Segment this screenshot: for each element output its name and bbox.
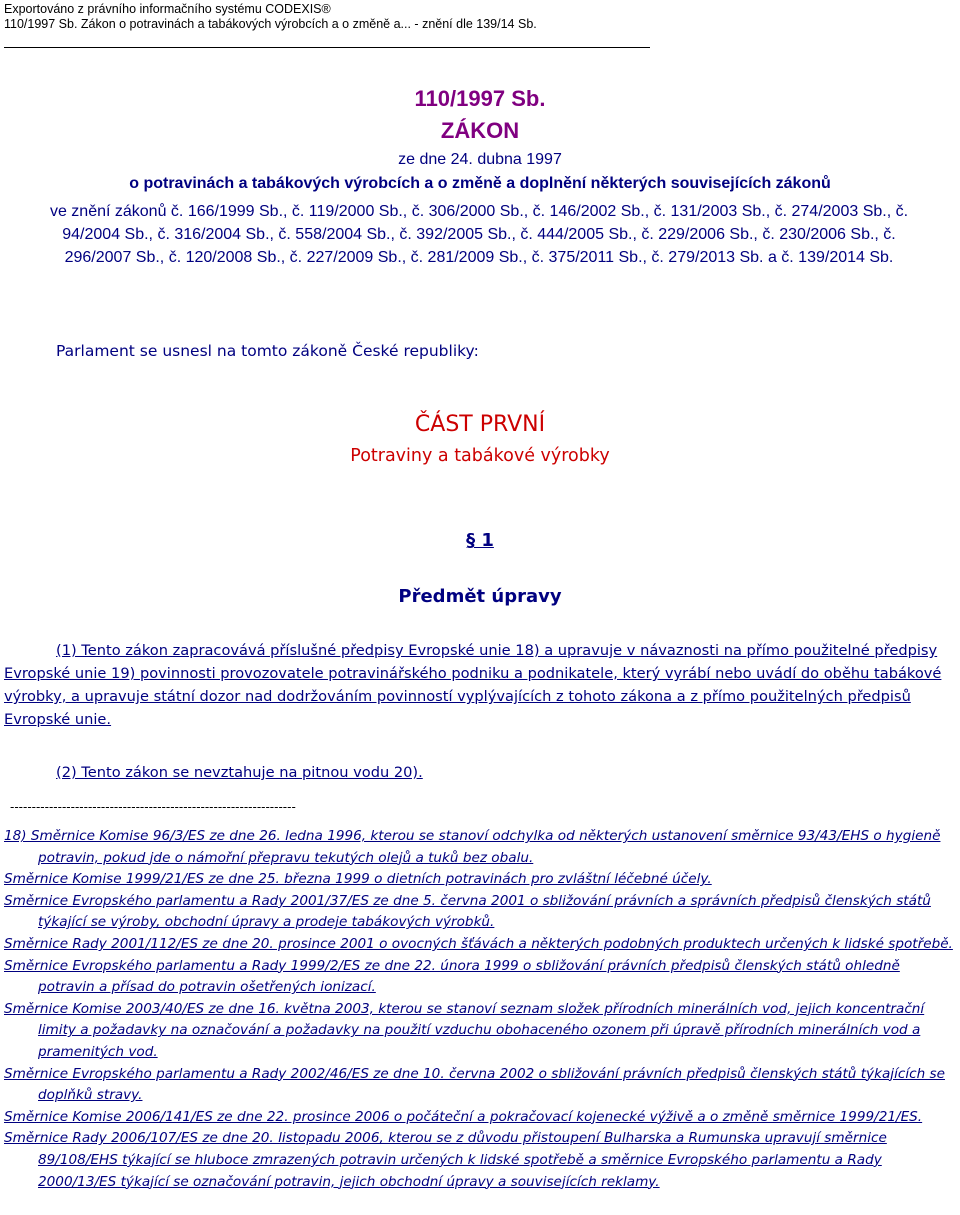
section-number	[0, 530, 960, 551]
header-divider	[4, 47, 650, 48]
document-date: ze dne 24. dubna 1997	[398, 151, 562, 168]
amendments-line: 94/2004 Sb., č. 316/2004 Sb., č. 558/2004 Sb., č. 392/2005 Sb., č. 444/2005 Sb., č. 229/2006 Sb., č. 230/2006 Sb., č.	[62, 226, 896, 243]
paragraph-1-text[interactable]: (1) Tento zákon zapracovává příslušné předpisy Evropské unie 18) a upravuje v návaznosti na přímo použitelné předpisy Evropské unie 19) povinnosti provozovatele potravinářského podniku a podnikatele, který vyrábí nebo uvádí do oběhu tabákové výrobky, a upravuje státní dozor nad dodržováním povinností vyplývajících z tohoto zákona a z přímo použitelných předpisů Evropské unie.	[4, 642, 942, 728]
footnote-item[interactable]: Směrnice Komise 1999/21/ES ze dne 25. března 1999 o dietních potravinách pro zvláštní léčebné účely.	[4, 871, 712, 888]
document-number: 110/1997 Sb.	[414, 86, 546, 111]
footnote-item[interactable]: Směrnice Evropského parlamentu a Rady 1999/2/ES ze dne 22. února 1999 o sbližování právních předpisů členských států ohledně potravin a přísad do potravin ošetřených ionizací.	[4, 957, 900, 996]
footnote-item[interactable]: Směrnice Komise 2003/40/ES ze dne 16. května 2003, kterou se stanoví seznam složek přírodních minerálních vod, jejich koncentrační limity a požadavky na označování a požadavky na použití vzduchu obohaceného ozonem při úpravě přírodních minerálních vod a pramenitých vod.	[4, 1000, 925, 1060]
section-number-text: § 1	[466, 530, 494, 551]
amendments-line: 296/2007 Sb., č. 120/2008 Sb., č. 227/2009 Sb., č. 281/2009 Sb., č. 375/2011 Sb., č. 279/2013 Sb. a č. 139/2014 Sb.	[64, 249, 894, 266]
part-subtitle: Potraviny a tabákové výrobky	[350, 446, 610, 466]
footnote-list	[4, 826, 956, 1193]
paragraph-2	[4, 761, 956, 784]
paragraph-2-text[interactable]: (2) Tento zákon se nevztahuje na pitnou vodu 20).	[56, 764, 423, 781]
footnote-item[interactable]: Směrnice Rady 2006/107/ES ze dne 20. listopadu 2006, kterou se z důvodu přistoupení Bulharska a Rumunska upravují směrnice 89/108/EHS týkající se hluboce zmrazených potravin určených k lidské spotřebě a směrnice Evropského parlamentu a Rady 2000/13/ES týkající se označování potravin, jejich obchodní úpravy a souvisejících reklamy.	[4, 1130, 887, 1190]
document-reference-line: 110/1997 Sb. Zákon o potravinách a tabákových výrobcích a o změně a... - znění dle 139/14 Sb.	[4, 17, 537, 31]
export-header	[4, 2, 664, 32]
amendments-list	[4, 200, 954, 269]
part-title: ČÁST PRVNÍ	[414, 412, 546, 437]
footnote-item[interactable]: 18) Směrnice Komise 96/3/ES ze dne 26. ledna 1996, kterou se stanoví odchylka od některých ustanovení směrnice 93/43/EHS o hygieně potravin, pokud jde o námořní přepravu tekutých olejů a tuků bez obalu.	[4, 828, 941, 866]
footnote-item[interactable]: Směrnice Komise 2006/141/ES ze dne 22. prosince 2006 o počáteční a pokračovací kojenecké výživě a o změně směrnice 1999/21/ES.	[4, 1108, 923, 1125]
section-heading: Předmět úpravy	[398, 586, 562, 607]
preamble: Parlament se usnesl na tomto zákoně České republiky:	[56, 342, 479, 360]
paragraph-1	[4, 639, 956, 731]
document-name: o potravinách a tabákových výrobcích a o změně a doplnění některých souvisejících zákonů	[129, 175, 831, 192]
footnote-item[interactable]: Směrnice Rady 2001/112/ES ze dne 20. prosince 2001 o ovocných šťávách a některých podobných produktech určených k lidské spotřebě.	[4, 935, 953, 952]
footnote-separator: ------------------------------------------------------------------	[10, 800, 296, 814]
footnote-item[interactable]: Směrnice Evropského parlamentu a Rady 2002/46/ES ze dne 10. června 2002 o sbližování právních předpisů členských států týkajících se doplňků stravy.	[4, 1065, 945, 1104]
document-type: ZÁKON	[440, 118, 520, 143]
amendments-line: ve znění zákonů č. 166/1999 Sb., č. 119/2000 Sb., č. 306/2000 Sb., č. 146/2002 Sb., č. 131/2003 Sb., č. 274/2003 Sb., č.	[49, 203, 909, 220]
footnote-item[interactable]: Směrnice Evropského parlamentu a Rady 2001/37/ES ze dne 5. června 2001 o sbližování právních a správních předpisů členských států týkající se výroby, obchodní úpravy a prodeje tabákových výrobků.	[4, 892, 931, 931]
export-source-line: Exportováno z právního informačního systému CODEXIS®	[4, 2, 331, 16]
